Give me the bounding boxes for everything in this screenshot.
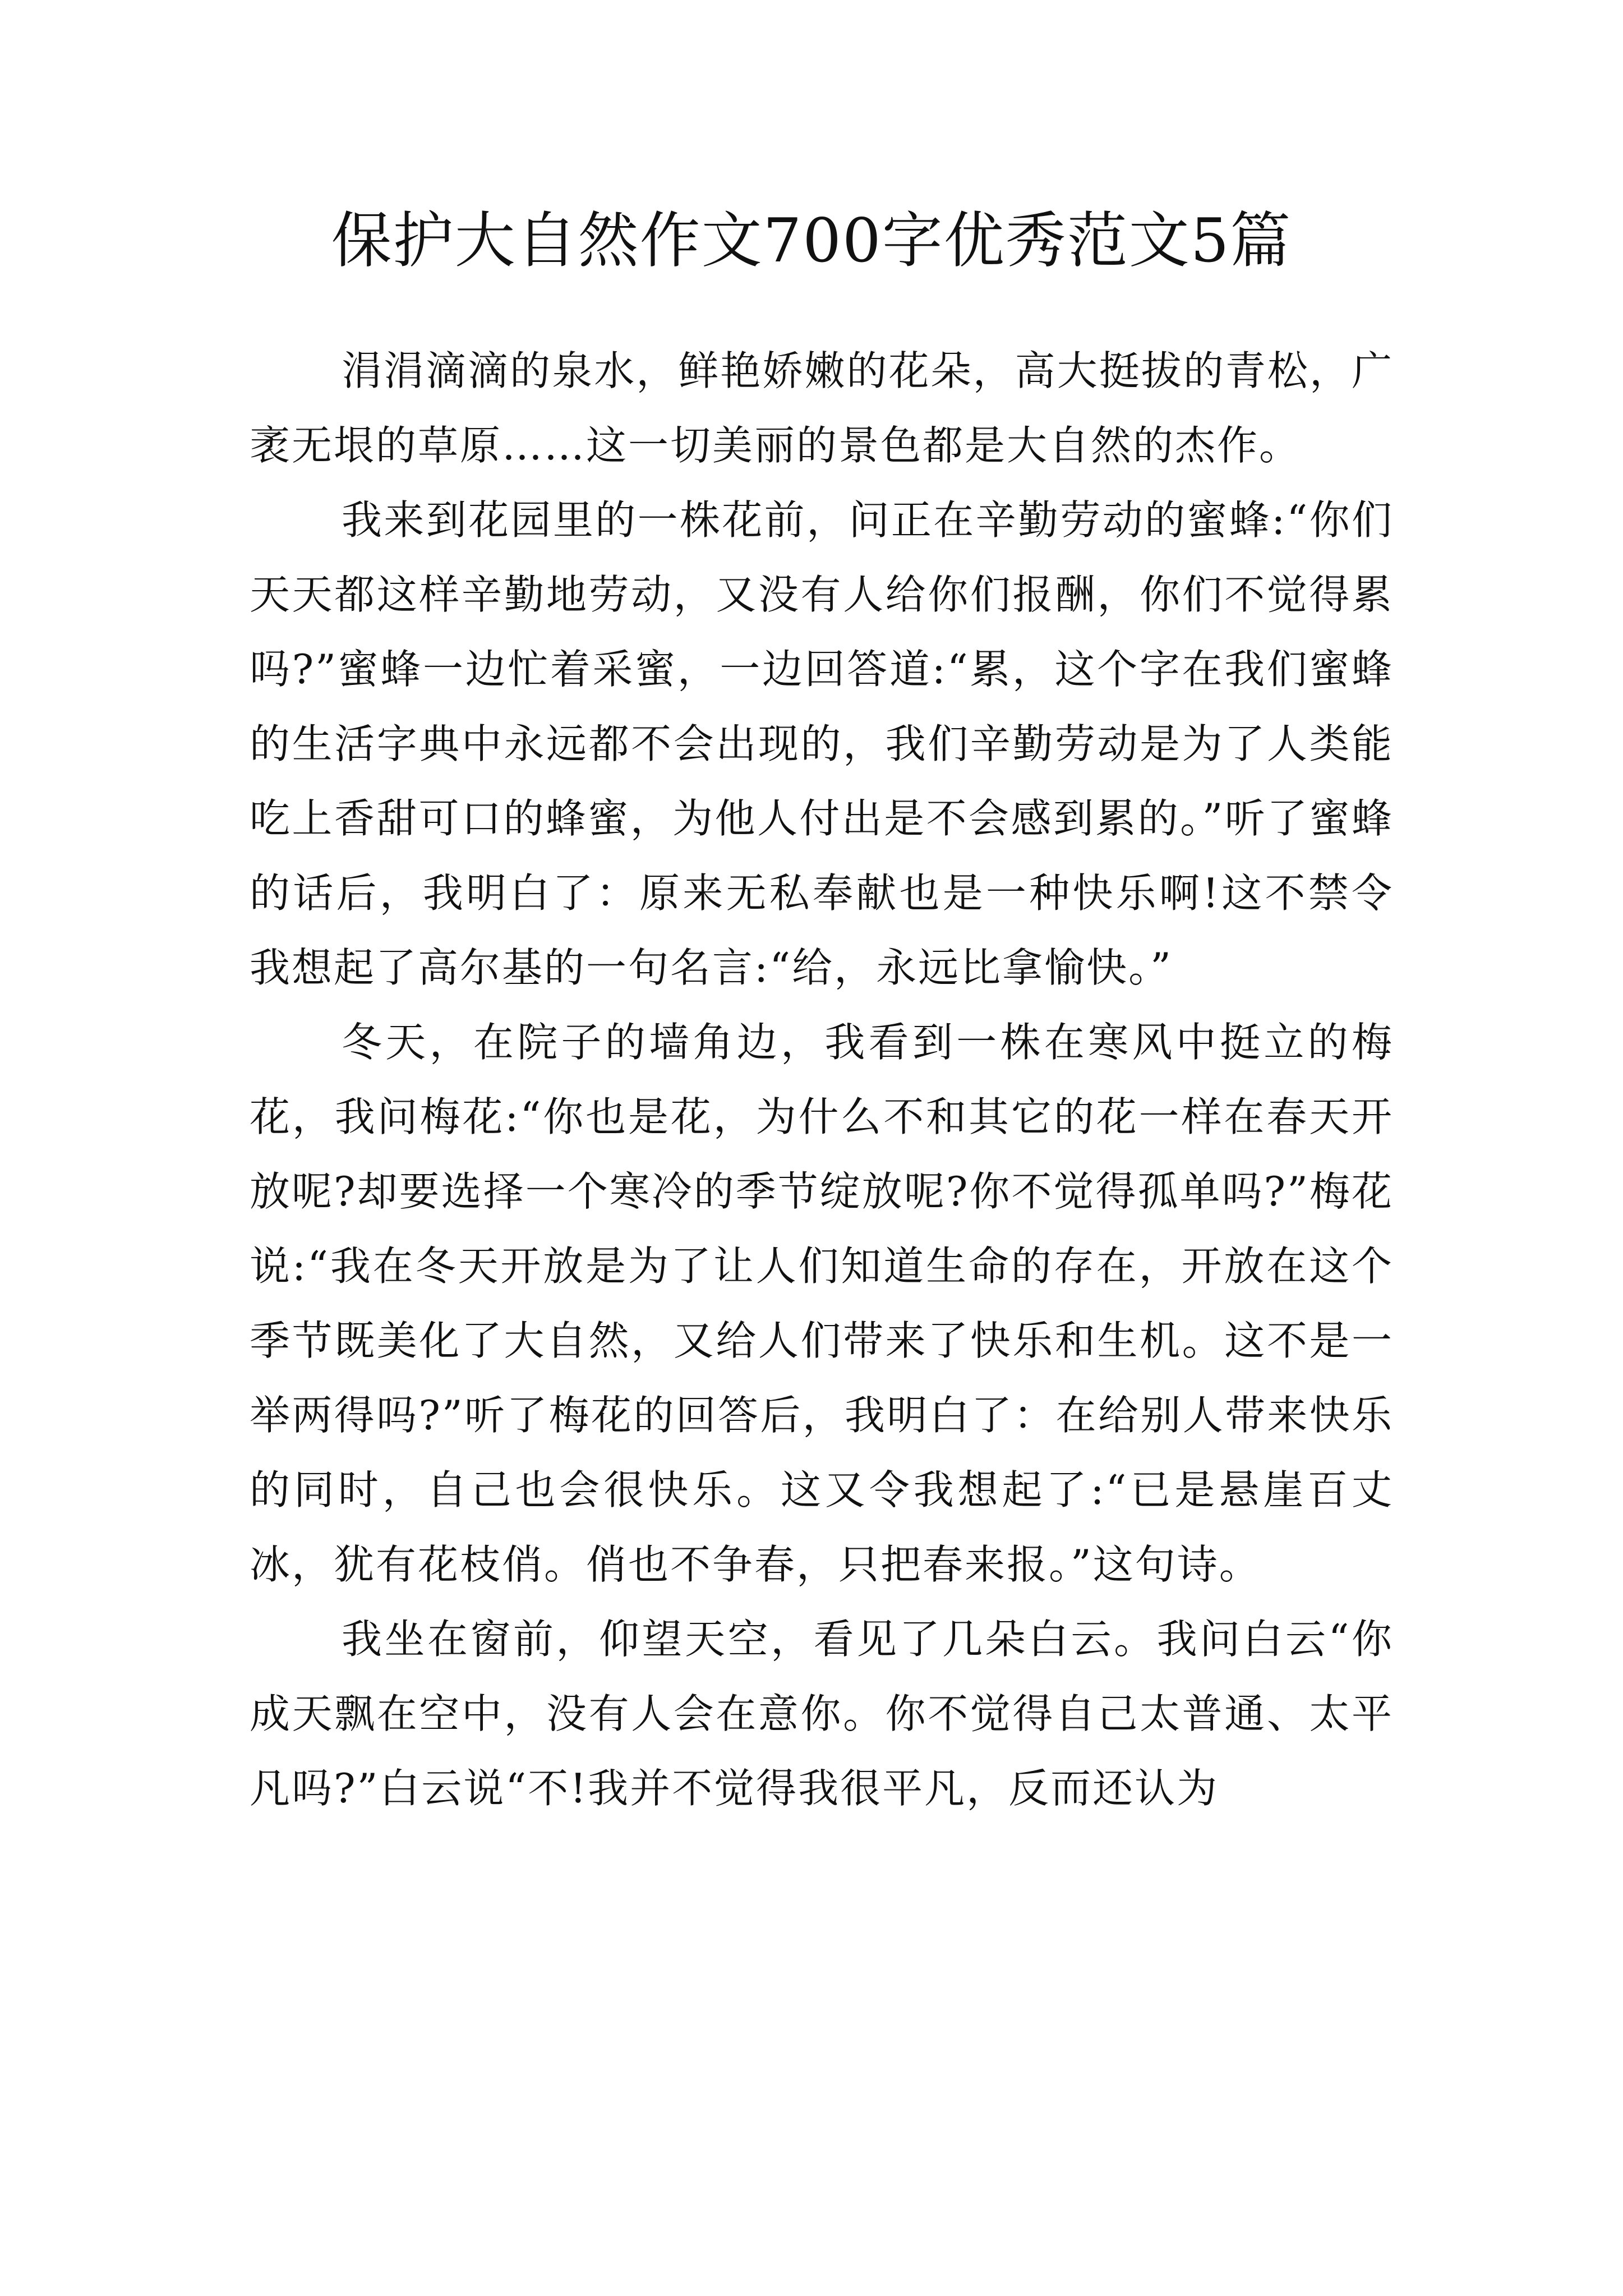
paragraph-3: 冬天，在院子的墙角边，我看到一株在寒风中挺立的梅花，我问梅花:“你也是花，为什么不和其它的花一样在春天开放呢?却要选择一个寒冷的季节绽放呢?你不觉得孤单吗?”梅花说:“我在冬天开放是为了让人们知道生命的存在，开放在这个季节既美化了大自然，又给人们带来了快乐和生机。这不是一举两得吗?”听了梅花的回答后，我明白了：在给别人带来快乐的同时，自己也会很快乐。这又令我想起了:“已是悬崖百丈冰，犹有花枝俏。俏也不争春，只把春来报。”这句诗。 xyxy=(250,1019,1394,1588)
paragraph-4: 我坐在窗前，仰望天空，看见了几朵白云。我问白云“你成天飘在空中，没有人会在意你。你不觉得自己太普通、太平凡吗?”白云说“不!我并不觉得我很平凡，反而还认为 xyxy=(250,1616,1394,1812)
paragraph-2: 我来到花园里的一株花前，问正在辛勤劳动的蜜蜂:“你们天天都这样辛勤地劳动，又没有人给你们报酬，你们不觉得累吗?”蜜蜂一边忙着采蜜，一边回答道:“累，这个字在我们蜜蜂的生活字典中永远都不会出现的，我们辛勤劳动是为了人类能吃上香甜可口的蜂蜜，为他人付出是不会感到累的。”听了蜜蜂的话后，我明白了：原来无私奉献也是一种快乐啊!这不禁令我想起了高尔基的一句名言:“给，永远比拿愉快。” xyxy=(250,496,1394,991)
document-body xyxy=(250,334,1394,1826)
paragraph-1: 涓涓滴滴的泉水，鲜艳娇嫩的花朵，高大挺拔的青松，广袤无垠的草原……这一切美丽的景色都是大自然的杰作。 xyxy=(250,347,1394,469)
document-title: 保护大自然作文700字优秀范文5篇 xyxy=(331,206,1292,276)
